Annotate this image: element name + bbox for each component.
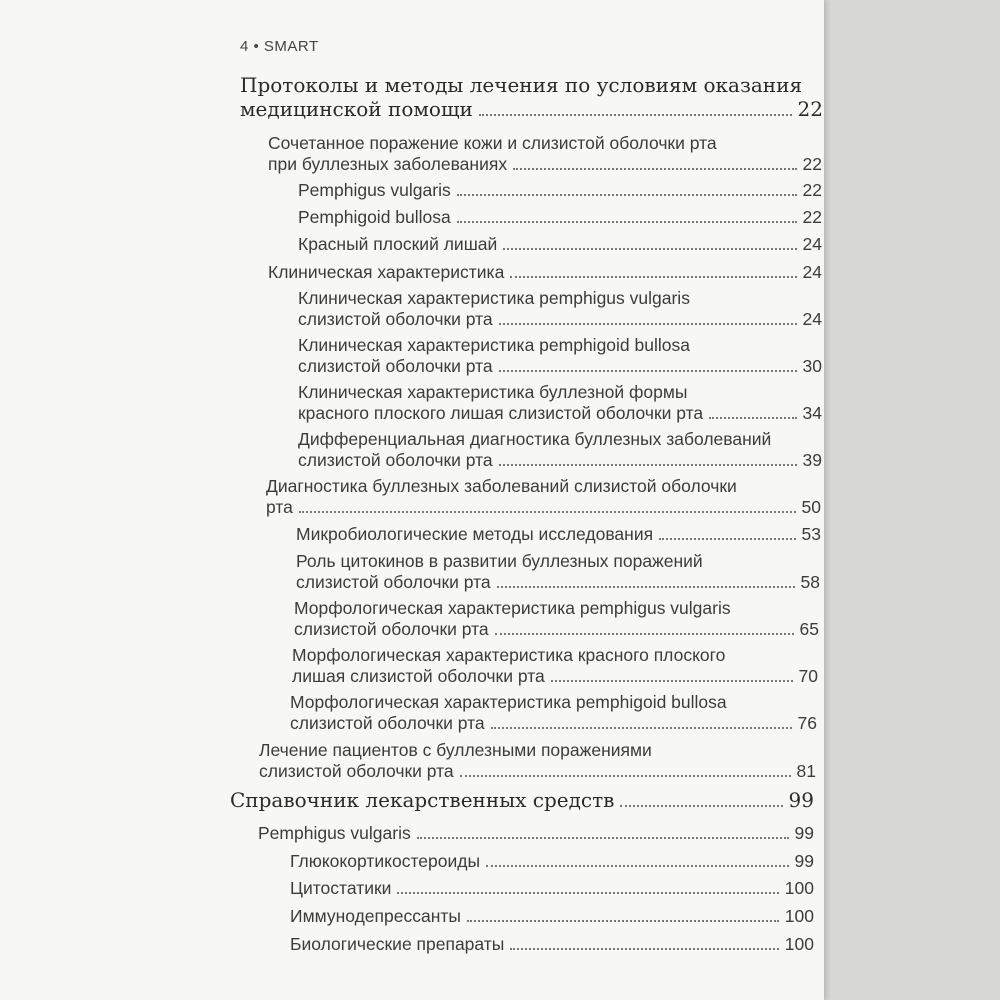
- toc-page-number: 24: [802, 234, 822, 254]
- toc-page-number: 22: [802, 154, 822, 174]
- toc-entry-text: Клиническая характеристика: [268, 262, 505, 282]
- toc-entry: [259, 761, 816, 782]
- toc-entry: [296, 524, 821, 545]
- toc-entry: [296, 572, 820, 593]
- dot-leader: [510, 276, 796, 278]
- dot-leader: [499, 323, 797, 325]
- toc-entry: [298, 403, 822, 424]
- toc-page-number: 100: [784, 906, 814, 926]
- toc-entry: [268, 262, 822, 283]
- toc-section-title: Протоколы и методы лечения по условиям оказания: [240, 73, 803, 97]
- toc-entry: [290, 878, 814, 899]
- toc-entry-text: слизистой оболочки рта: [290, 713, 485, 733]
- toc-entry-text: медицинской помощи: [240, 97, 473, 121]
- toc-page-number: 58: [800, 572, 820, 592]
- dot-leader: [497, 586, 795, 588]
- dot-leader: [417, 837, 789, 839]
- toc-entry-text: красного плоского лишая слизистой оболочки рта: [298, 403, 704, 423]
- toc-entry: [290, 851, 814, 872]
- dot-leader: [460, 775, 791, 777]
- toc-entry: [290, 906, 814, 927]
- toc-entry-text: Роль цитокинов в развитии буллезных поражений: [296, 551, 703, 571]
- toc-entry-text: слизистой оболочки рта: [296, 572, 491, 592]
- toc-entry-text: Биологические препараты: [290, 934, 505, 954]
- toc-page-number: 65: [799, 619, 819, 639]
- toc-page-number: 76: [797, 713, 817, 733]
- dot-leader: [513, 168, 796, 170]
- toc-entry-text: Pemphigus vulgaris: [258, 823, 411, 843]
- toc-section-entry: [240, 97, 823, 121]
- dot-leader: [495, 633, 794, 635]
- toc-page-number: 22: [802, 180, 822, 200]
- toc-entry-text: Диагностика буллезных заболеваний слизистой оболочки: [266, 476, 737, 496]
- toc-entry: [298, 356, 822, 377]
- toc-entry: [290, 713, 817, 734]
- toc-page-number: 50: [801, 497, 821, 517]
- toc-entry: [298, 207, 822, 228]
- toc-page-number: 30: [802, 356, 822, 376]
- toc-page-number: 100: [784, 878, 814, 898]
- toc-entry-text: Клиническая характеристика pemphigus vulgaris: [298, 288, 690, 308]
- toc-entry: [292, 666, 818, 687]
- toc-entry-text: Морфологическая характеристика pemphigus vulgaris: [294, 598, 731, 618]
- toc-page-number: 100: [784, 934, 814, 954]
- toc-entry-text: рта: [266, 497, 293, 517]
- toc-entry: [298, 234, 822, 255]
- toc-entry-text: Сочетанное поражение кожи и слизистой оболочки рта: [268, 133, 717, 153]
- toc-page-number: 99: [794, 823, 814, 843]
- toc-entry: [294, 619, 819, 640]
- toc-entry-text: Глюкокортикостероиды: [290, 851, 481, 871]
- toc-entry-text: Морфологическая характеристика pemphigoid bullosa: [290, 692, 727, 712]
- toc-entry-text: Клиническая характеристика pemphigoid bullosa: [298, 335, 690, 355]
- toc-entry: [298, 180, 822, 201]
- toc-page-number: 22: [797, 97, 823, 121]
- toc-page-number: 99: [794, 851, 814, 871]
- dot-leader: [479, 114, 792, 116]
- toc-entry-text: Лечение пациентов с буллезными поражениями: [259, 740, 652, 760]
- dot-leader: [491, 727, 792, 729]
- toc-page-number: 99: [788, 788, 814, 812]
- dot-leader: [467, 920, 779, 922]
- toc-entry: [290, 934, 814, 955]
- toc-entry: [258, 823, 814, 844]
- dot-leader: [397, 892, 778, 894]
- dot-leader: [457, 194, 797, 196]
- toc-entry-text: слизистой оболочки рта: [294, 619, 489, 639]
- toc-section-title: Справочник лекарственных средств: [230, 788, 615, 812]
- toc-page-number: 34: [802, 403, 822, 423]
- toc-entry-text: Цитостатики: [290, 878, 392, 898]
- toc-entry-text: Красный плоский лишай: [298, 234, 498, 254]
- toc-entry-text: Pemphigoid bullosa: [298, 207, 451, 227]
- toc-page-number: 70: [798, 666, 818, 686]
- toc-page-number: 81: [796, 761, 816, 781]
- toc-entry-text: лишая слизистой оболочки рта: [292, 666, 545, 686]
- toc-entry-text: Микробиологические методы исследования: [296, 524, 654, 544]
- toc-entry-text: при буллезных заболеваниях: [268, 154, 508, 174]
- dot-leader: [486, 865, 788, 867]
- dot-leader: [499, 464, 797, 466]
- dot-leader: [659, 538, 795, 540]
- toc-entry-text: Клиническая характеристика буллезной формы: [298, 382, 688, 402]
- dot-leader: [709, 417, 796, 419]
- toc-entry: [268, 154, 822, 175]
- toc-page-number: 53: [801, 524, 821, 544]
- toc-page-number: 24: [802, 309, 822, 329]
- toc-entry-text: слизистой оболочки рта: [298, 356, 493, 376]
- dot-leader: [503, 248, 796, 250]
- dot-leader: [551, 680, 793, 682]
- running-header: 4 • SMART: [240, 38, 319, 55]
- dot-leader: [620, 805, 782, 807]
- dot-leader: [510, 948, 778, 950]
- toc-entry: [298, 450, 822, 471]
- toc-entry-text: слизистой оболочки рта: [259, 761, 454, 781]
- toc-entry-text: Иммунодепрессанты: [290, 906, 461, 926]
- toc-entry-text: Дифференциальная диагностика буллезных заболеваний: [298, 429, 772, 449]
- toc-page-number: 22: [802, 207, 822, 227]
- toc-entry-text: Морфологическая характеристика красного плоского: [292, 645, 726, 665]
- dot-leader: [457, 221, 797, 223]
- toc-entry-text: слизистой оболочки рта: [298, 450, 493, 470]
- toc-section-entry: [230, 788, 814, 812]
- toc-entry-text: Pemphigus vulgaris: [298, 180, 451, 200]
- toc-entry: [266, 497, 821, 518]
- toc-page-number: 24: [802, 262, 822, 282]
- dot-leader: [499, 370, 797, 372]
- toc-page-number: 39: [802, 450, 822, 470]
- toc-entry-text: слизистой оболочки рта: [298, 309, 493, 329]
- dot-leader: [299, 511, 796, 513]
- toc-entry: [298, 309, 822, 330]
